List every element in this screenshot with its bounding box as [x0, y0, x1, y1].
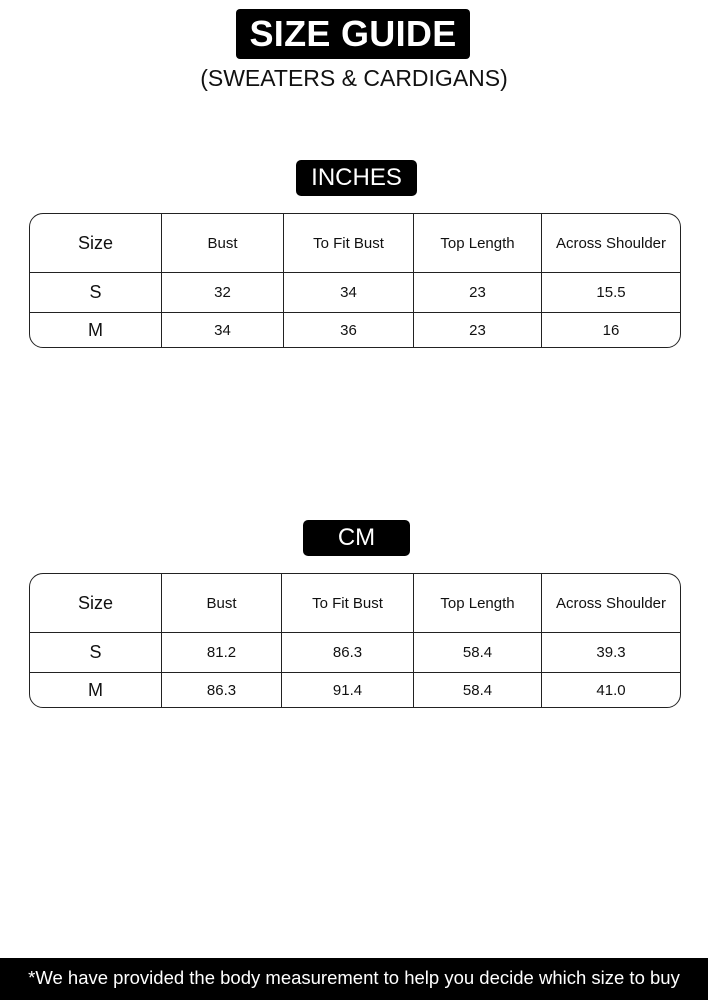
- across-shoulder-value: 41.0: [596, 681, 626, 699]
- to-fit-bust-value: 91.4: [282, 673, 414, 707]
- size-label: S: [30, 273, 162, 312]
- across-shoulder-value: 15.5: [596, 284, 626, 301]
- table-row: [30, 673, 680, 707]
- to-fit-bust-value: 86.3: [282, 633, 414, 672]
- cm-section-label: CM: [303, 520, 410, 556]
- header-top-length: Top Length: [414, 574, 542, 632]
- header-to-fit-bust: To Fit Bust: [284, 214, 414, 272]
- header-bust: Bust: [162, 574, 282, 632]
- bust-value: 81.2: [162, 633, 282, 672]
- size-label: M: [30, 673, 162, 707]
- size-label: S: [30, 633, 162, 672]
- top-length-value: 23: [414, 273, 542, 312]
- table-row: [30, 313, 680, 347]
- size-label: M: [30, 313, 162, 347]
- header-to-fit-bust: To Fit Bust: [282, 574, 414, 632]
- table-header-row: [30, 574, 680, 633]
- to-fit-bust-value: 36: [284, 313, 414, 347]
- top-length-value: 58.4: [414, 633, 542, 672]
- to-fit-bust-value: 34: [284, 273, 414, 312]
- top-length-value: 23: [414, 313, 542, 347]
- header-across-shoulder: Across Shoulder: [555, 234, 667, 252]
- table-row: [30, 273, 680, 313]
- across-shoulder-value: 39.3: [596, 644, 626, 661]
- across-shoulder-value: 16: [602, 321, 620, 339]
- header-size: Size: [30, 214, 162, 272]
- footer-note: *We have provided the body measurement to help you decide which size to buy: [0, 958, 708, 1000]
- header-bust: Bust: [162, 214, 284, 272]
- page-subtitle: (SWEATERS & CARDIGANS): [200, 65, 508, 91]
- header-size: Size: [30, 574, 162, 632]
- table-header-row: [30, 214, 680, 273]
- inches-section-label: INCHES: [296, 160, 417, 196]
- top-length-value: 58.4: [414, 673, 542, 707]
- header-top-length: Top Length: [414, 214, 542, 272]
- bust-value: 32: [162, 273, 284, 312]
- header-across-shoulder: Across Shoulder: [555, 594, 667, 612]
- inches-size-table: [29, 213, 681, 348]
- page-title: SIZE GUIDE: [236, 9, 470, 59]
- bust-value: 86.3: [162, 673, 282, 707]
- cm-size-table: [29, 573, 681, 708]
- table-row: [30, 633, 680, 673]
- bust-value: 34: [162, 313, 284, 347]
